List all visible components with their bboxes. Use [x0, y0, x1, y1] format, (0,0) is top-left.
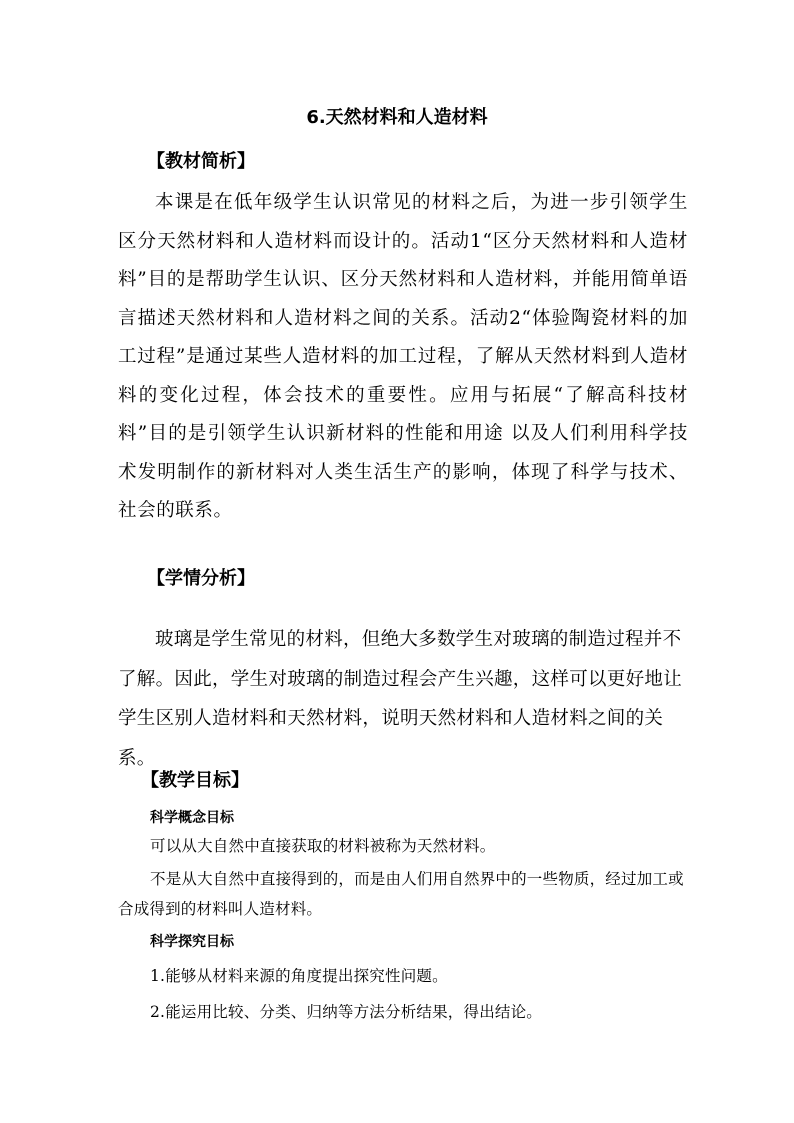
document-title: 6.天然材料和人造材料 [306, 107, 488, 128]
learner-analysis-paragraph: 玻璃是学生常见的材料，但绝大多数学生对玻璃的制造过程并不了解。因此，学生对玻璃的制造过程会产生兴趣，这样可以更好地让学生区别人造材料和天然材料，说明天然材料和人造材料之间的关系。 [118, 629, 683, 769]
inquiry-goal-item-2: 2.能运用比较、分类、归纳等方法分析结果，得出结论。 [150, 1003, 542, 1021]
concept-goal-line-1: 可以从大自然中直接获取的材料被称为天然材料。 [150, 837, 496, 855]
inquiry-goal-item-1: 1.能够从材料来源的角度提出探究性问题。 [150, 967, 448, 985]
inquiry-goals-heading: 科学探究目标 [150, 934, 234, 950]
concept-goals-heading: 科学概念目标 [150, 810, 234, 826]
section-heading-teaching-goals: 【教学目标】 [141, 770, 249, 791]
concept-goal-line-2: 不是从大自然中直接得到的，而是由人们用自然界中的一些物质，经过加工或合成得到的材料叫人造材料。 [118, 870, 684, 918]
section-heading-learner-analysis: 【学情分析】 [147, 568, 255, 589]
section-heading-textbook-analysis: 【教材简析】 [147, 151, 255, 172]
textbook-analysis-paragraph: 本课是在低年级学生认识常见的材料之后，为进一步引领学生区分天然材料和人造材料而设计的。活动1“区分天然材料和人造材料”目的是帮助学生认识、区分天然材料和人造材料，并能用简单语言描述天然材料和人造材料之间的关系。活动2“体验陶瓷材料的加工过程”是通过某些人造材料的加工过程，了解从天然材料到人造材料的变化过程，体会技术的重要性。应用与拓展“了解高科技材料”目的是引领学生认识新材料的性能和用途 以及人们利用科学技术发明制作的新材料对人类生活生产的影响，体现了科学与技术、社会的联系。 [118, 192, 688, 521]
